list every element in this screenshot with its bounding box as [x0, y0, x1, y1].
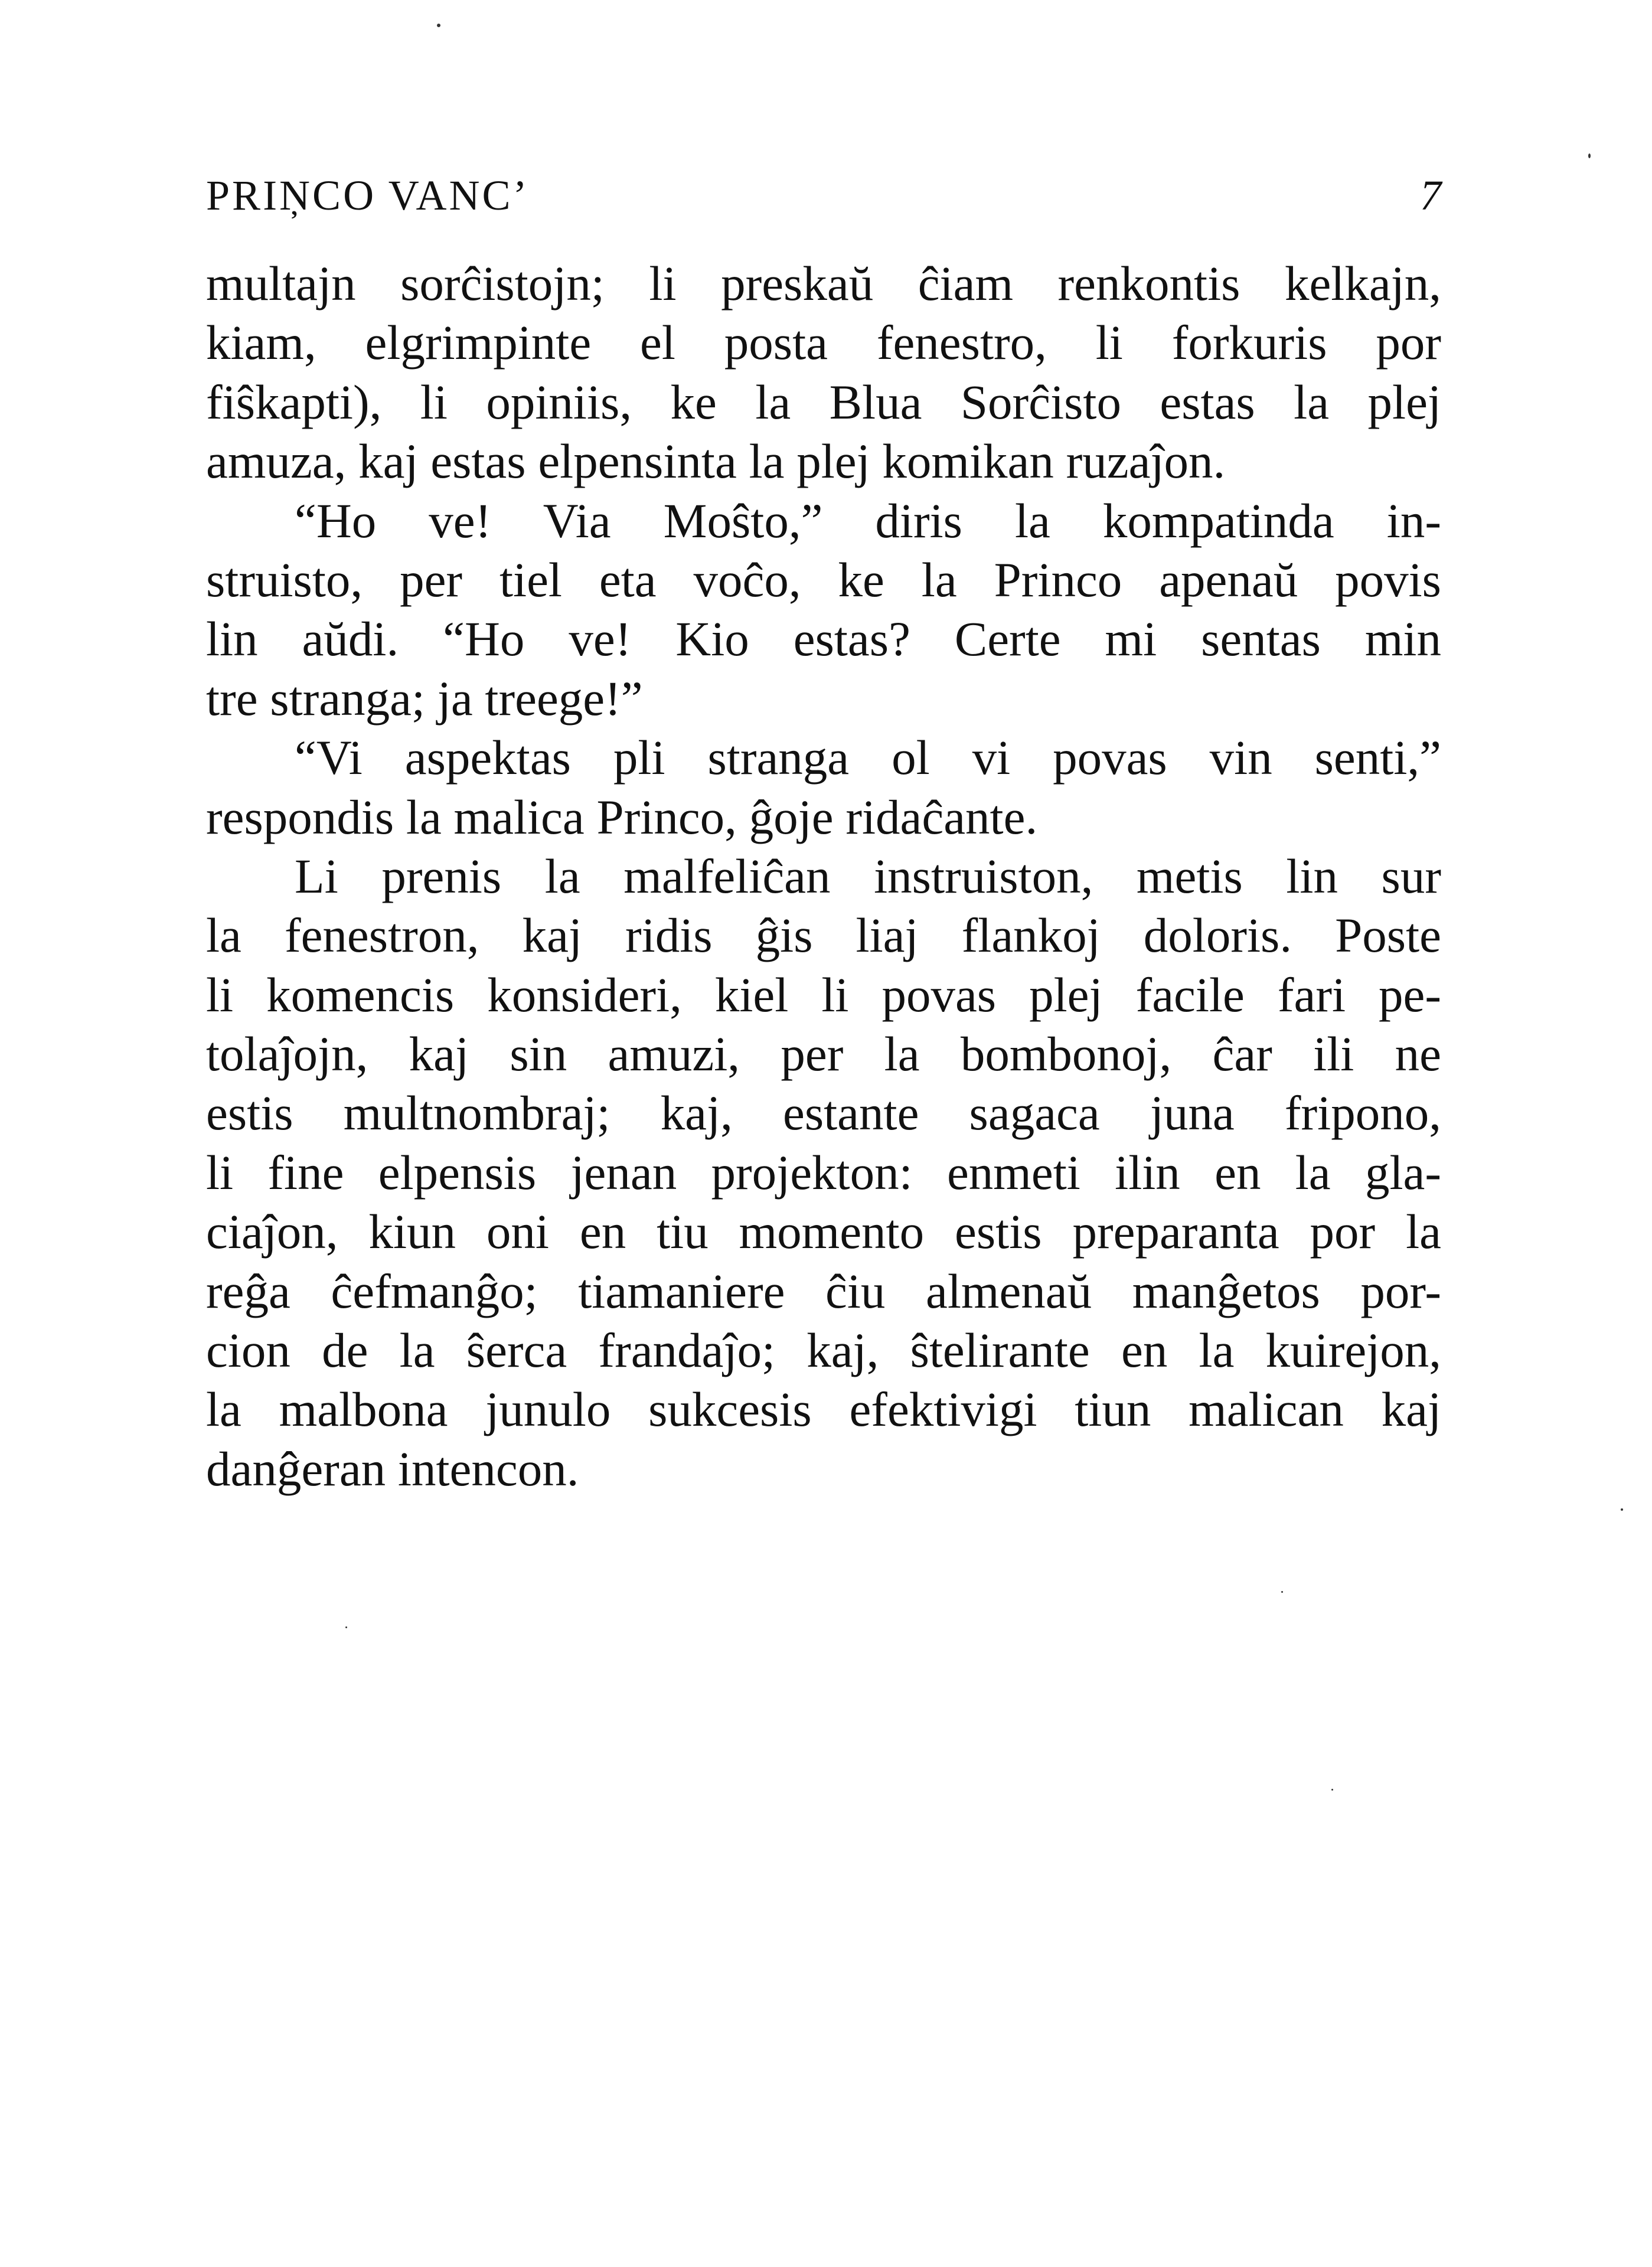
text-line: li fine elpensis jenan projekton: enmeti ilin en la gla- — [206, 1145, 1441, 1200]
text-line: la malbona junulo sukcesis efektivigi tiun malican kaj — [206, 1382, 1441, 1437]
text-line: “Vi aspektas pli stranga ol vi povas vin senti,” — [295, 730, 1441, 785]
text-line: la fenestron, kaj ridis ĝis liaj flankoj doloris. Poste — [206, 908, 1441, 963]
scan-speck — [1281, 1591, 1283, 1593]
text-line: respondis la malica Princo, ĝoje ridaĉante. — [206, 789, 1038, 844]
text-line: multajn sorĉistojn; li preskaŭ ĉiam renkontis kelkajn, — [206, 256, 1441, 311]
text-line: cion de la ŝerca frandaĵo; kaj, ŝtelirante en la kuirejon, — [206, 1323, 1441, 1378]
scan-speck — [1621, 1508, 1623, 1511]
running-title: PRIŅCO VANC’ — [206, 172, 530, 219]
scan-speck — [1588, 153, 1591, 158]
text-line: li komencis konsideri, kiel li povas plej facile fari pe- — [206, 967, 1441, 1022]
scan-speck — [345, 1626, 347, 1628]
text-line: tolaĵojn, kaj sin amuzi, per la bombonoj, ĉar ili ne — [206, 1027, 1441, 1082]
text-line: ciaĵon, kiun oni en tiu momento estis preparanta por la — [206, 1204, 1441, 1259]
text-line: fiŝkapti), li opiniis, ke la Blua Sorĉisto estas la plej — [206, 374, 1441, 429]
text-line: danĝeran intencon. — [206, 1441, 579, 1496]
text-line: tre stranga; ja treege!” — [206, 671, 643, 726]
page-header — [206, 171, 1441, 230]
text-line: “Ho ve! Via Moŝto,” diris la kompatinda in- — [295, 493, 1441, 548]
body-text — [206, 254, 1441, 1498]
scan-speck — [1331, 1789, 1333, 1791]
text-line: struisto, per tiel eta voĉo, ke la Princo apenaŭ povis — [206, 552, 1441, 607]
text-line: estis multnombraj; kaj, estante sagaca juna fripono, — [206, 1086, 1441, 1141]
text-line: kiam, elgrimpinte el posta fenestro, li forkuris por — [206, 315, 1441, 370]
text-line: Li prenis la malfeliĉan instruiston, metis lin sur — [295, 848, 1441, 903]
text-line: reĝa ĉefmanĝo; tiamaniere ĉiu almenaŭ manĝetos por- — [206, 1263, 1441, 1318]
text-line: lin aŭdi. “Ho ve! Kio estas? Certe mi sentas min — [206, 612, 1441, 667]
text-line: amuza, kaj estas elpensinta la plej komikan ruzaĵon. — [206, 434, 1226, 489]
scan-speck — [437, 24, 440, 27]
page-number: 7 — [1420, 172, 1441, 219]
